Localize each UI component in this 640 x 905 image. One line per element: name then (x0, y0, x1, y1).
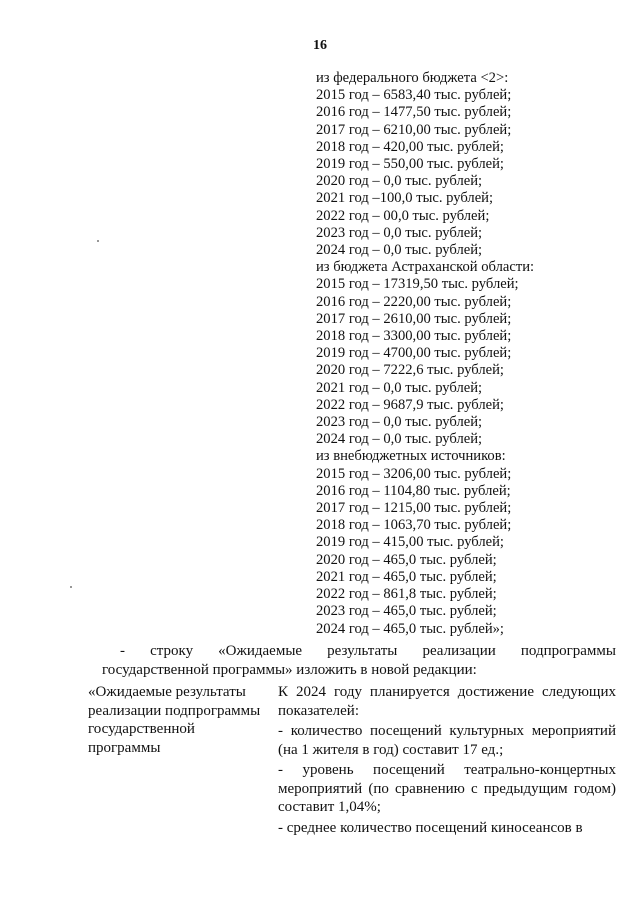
results-intro: К 2024 году планируется достижение следующих показателей: (278, 684, 616, 719)
funding-line: 2016 год – 1104,80 тыс. рублей; (316, 482, 511, 499)
funding-line: 2024 год – 0,0 тыс. рублей; (316, 431, 483, 448)
funding-line: 2019 год – 550,00 тыс. рублей; (316, 156, 504, 173)
results-item: - среднее количество посещений киносеансов в (278, 819, 583, 836)
funding-line: 2022 год – 9687,9 тыс. рублей; (316, 396, 504, 413)
funding-line: 2015 год – 17319,50 тыс. рублей; (316, 276, 519, 293)
funding-line: 2016 год – 2220,00 тыс. рублей; (316, 293, 512, 310)
funding-line: 2023 год – 465,0 тыс. рублей; (316, 603, 497, 620)
funding-line: из бюджета Астраханской области: (316, 259, 535, 276)
page-number: 16 (313, 38, 327, 53)
funding-line: 2017 год – 2610,00 тыс. рублей; (316, 310, 512, 327)
results-label: «Ожидаемые результаты реализации подпрограммы государственной программы (88, 684, 261, 756)
funding-line: из внебюджетных источников: (316, 448, 506, 465)
funding-line: 2018 год – 1063,70 тыс. рублей; (316, 517, 512, 534)
funding-line: 2019 год – 4700,00 тыс. рублей; (316, 345, 512, 362)
funding-line: 2022 год – 00,0 тыс. рублей; (316, 207, 490, 224)
funding-line: 2018 год – 420,00 тыс. рублей; (316, 138, 504, 155)
funding-line: 2022 год – 861,8 тыс. рублей; (316, 586, 497, 603)
funding-line: 2021 год – 0,0 тыс. рублей; (316, 379, 483, 396)
funding-line: 2021 год – 465,0 тыс. рублей; (316, 568, 497, 585)
funding-line: 2020 год – 0,0 тыс. рублей; (316, 173, 483, 190)
funding-line: из федерального бюджета <2>: (316, 70, 509, 86)
expected-results-table (88, 683, 616, 839)
funding-list (316, 70, 626, 638)
instruction-text: - строку «Ожидаемые результаты реализации подпрограммы государственной программы» изложить в новой редакции: (102, 643, 616, 678)
funding-line: 2020 год – 465,0 тыс. рублей; (316, 551, 497, 568)
results-item: - уровень посещений театрально-концертных мероприятий (по сравнению с предыдущим годом) составит 1,04%; (278, 762, 616, 815)
funding-line: 2019 год – 415,00 тыс. рублей; (316, 534, 504, 551)
instruction-paragraph (102, 642, 616, 680)
funding-line: 2021 год –100,0 тыс. рублей; (316, 190, 494, 207)
funding-line: 2023 год – 0,0 тыс. рублей; (316, 414, 483, 431)
results-item: - количество посещений культурных мероприятий (на 1 жителя в год) составит 17 ед.; (278, 723, 616, 758)
funding-line: 2017 год – 6210,00 тыс. рублей; (316, 121, 512, 138)
funding-line: 2018 год – 3300,00 тыс. рублей; (316, 328, 512, 345)
funding-line: 2024 год – 465,0 тыс. рублей»; (316, 620, 504, 637)
funding-line: 2024 год – 0,0 тыс. рублей; (316, 242, 483, 259)
funding-line: 2017 год – 1215,00 тыс. рублей; (316, 500, 512, 517)
scan-speck (70, 586, 72, 588)
funding-line: 2015 год – 6583,40 тыс. рублей; (316, 87, 512, 104)
funding-line: 2016 год – 1477,50 тыс. рублей; (316, 104, 512, 121)
funding-line: 2020 год – 7222,6 тыс. рублей; (316, 362, 504, 379)
funding-line: 2023 год – 0,0 тыс. рублей; (316, 224, 483, 241)
funding-line: 2015 год – 3206,00 тыс. рублей; (316, 465, 512, 482)
results-content (278, 683, 616, 839)
scan-speck (97, 240, 99, 242)
